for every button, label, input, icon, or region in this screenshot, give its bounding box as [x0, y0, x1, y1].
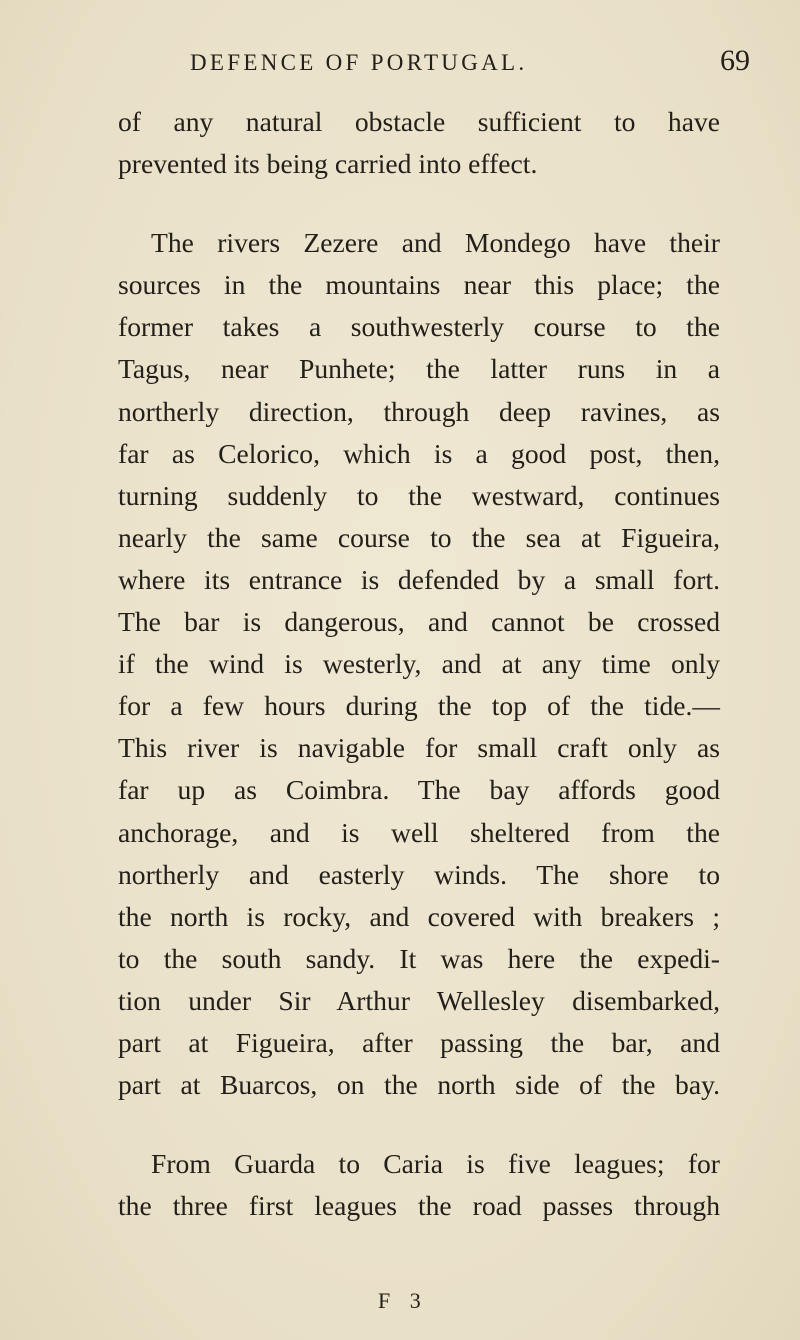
text-line: former takes a southwesterly course to the	[118, 311, 720, 343]
text-line: Tagus, near Punhete; the latter runs in a	[118, 353, 720, 385]
text-line: The rivers Zezere and Mondego have their	[151, 227, 720, 259]
text-line: of any natural obstacle sufficient to have	[118, 106, 720, 137]
text-line: northerly direction, through deep ravines, as	[118, 395, 720, 427]
body-text	[118, 101, 720, 1227]
text-line: From Guarda to Caria is five leagues; for	[151, 1148, 720, 1180]
text-line: the north is rocky, and covered with breakers ;	[118, 900, 720, 932]
text-line: turning suddenly to the westward, continues	[118, 479, 720, 511]
signature-mark: F 3	[378, 1288, 428, 1313]
running-head	[190, 44, 750, 84]
text-line: where its entrance is defended by a small fort.	[118, 563, 720, 595]
text-line: tion under Sir Arthur Wellesley disembarked,	[118, 984, 720, 1016]
text-line: for a few hours during the top of the tide.—	[118, 690, 720, 722]
text-line: the three first leagues the road passes through	[118, 1190, 720, 1222]
text-line: The bar is dangerous, and cannot be crossed	[118, 606, 720, 638]
text-line: nearly the same course to the sea at Figueira,	[118, 521, 720, 553]
page-number: 69	[720, 44, 750, 77]
text-line: far up as Coimbra. The bay affords good	[118, 774, 720, 806]
running-title: DEFENCE OF PORTUGAL.	[190, 50, 528, 75]
text-line: anchorage, and is well sheltered from the	[118, 816, 720, 848]
paragraph-gap	[118, 185, 720, 222]
text-line: far as Celorico, which is a good post, then,	[118, 437, 720, 469]
text-line: This river is navigable for small craft only as	[118, 732, 720, 764]
paragraph-gap	[118, 1106, 720, 1143]
text-line: part at Figueira, after passing the bar, and	[118, 1026, 720, 1058]
text-line: part at Buarcos, on the north side of the bay.	[118, 1069, 720, 1101]
text-line: sources in the mountains near this place; the	[118, 269, 720, 301]
text-line: if the wind is westerly, and at any time only	[118, 648, 720, 680]
text-line: to the south sandy. It was here the expedi-	[118, 942, 720, 974]
text-line: prevented its being carried into effect.	[118, 148, 538, 180]
text-line: northerly and easterly winds. The shore to	[118, 858, 720, 890]
